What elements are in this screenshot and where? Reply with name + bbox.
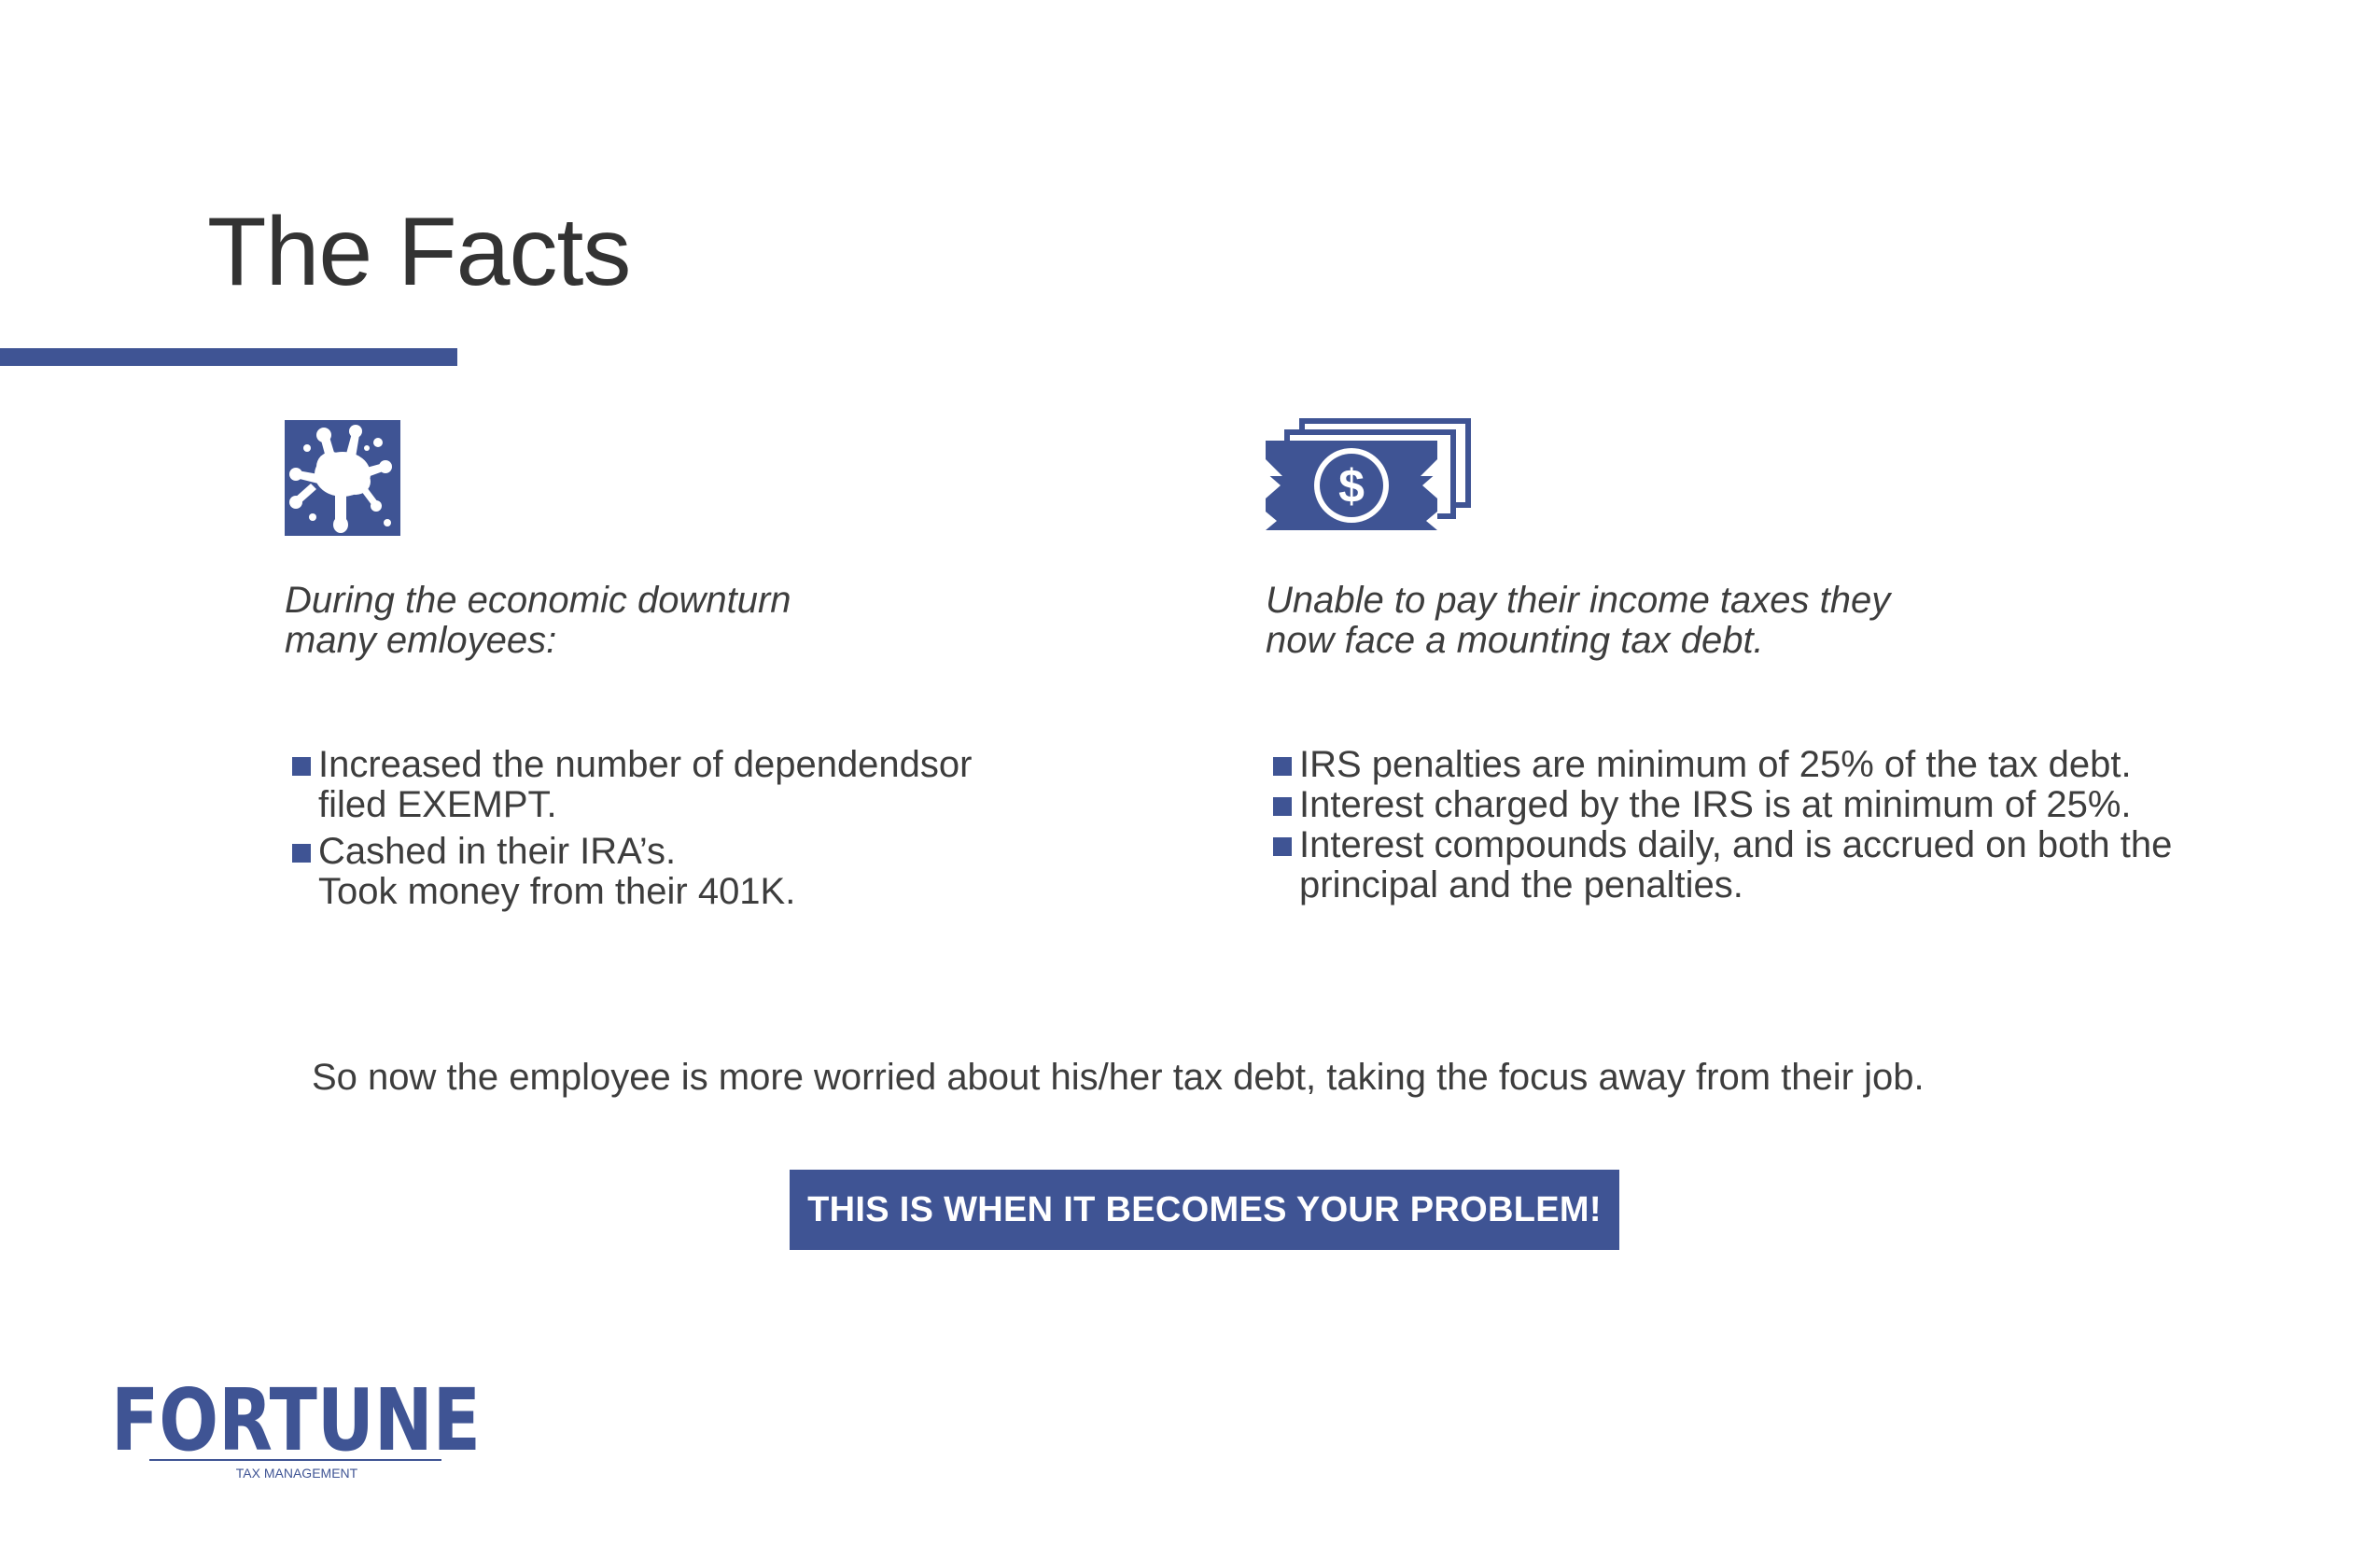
bullet-square-icon: [1273, 837, 1292, 856]
money-icon: [1266, 418, 1471, 530]
right-intro-text: Unable to pay their income taxes they now face a mounting tax debt.: [1266, 580, 1891, 661]
bullet-square-icon: [1273, 757, 1292, 776]
list-item: IRS penalties are minimum of 25% of the tax debt.: [1266, 745, 2292, 785]
list-item: Cashed in their IRA’s. Took money from their 401K.: [285, 832, 1125, 912]
summary-text: So now the employee is more worried about his/her tax debt, taking the focus away from their job.: [312, 1057, 1925, 1098]
svg-text:$: $: [1338, 460, 1365, 512]
logo-wordmark: FORTUNE: [111, 1377, 481, 1470]
bullet-square-icon: [292, 844, 311, 863]
bullet-square-icon: [1273, 797, 1292, 816]
left-bullet-list: [285, 745, 1125, 919]
title-underline: [0, 348, 457, 366]
bullet-square-icon: [292, 757, 311, 776]
list-item: Increased the number of dependendsor filed EXEMPT.: [285, 745, 1125, 825]
slide-title: The Facts: [207, 198, 631, 306]
list-item: Interest compounds daily, and is accrued on both the principal and the penalties.: [1266, 825, 2292, 905]
list-item: Interest charged by the IRS is at minimum of 25%.: [1266, 785, 2292, 825]
fortune-logo: [109, 1377, 483, 1484]
right-bullet-list: [1266, 745, 2292, 905]
splat-icon: [285, 420, 400, 536]
cta-banner: THIS IS WHEN IT BECOMES YOUR PROBLEM!: [790, 1170, 1619, 1250]
left-intro-text: During the economic downturn many emloyees:: [285, 580, 791, 661]
logo-tagline: TAX MANAGEMENT: [235, 1466, 358, 1481]
